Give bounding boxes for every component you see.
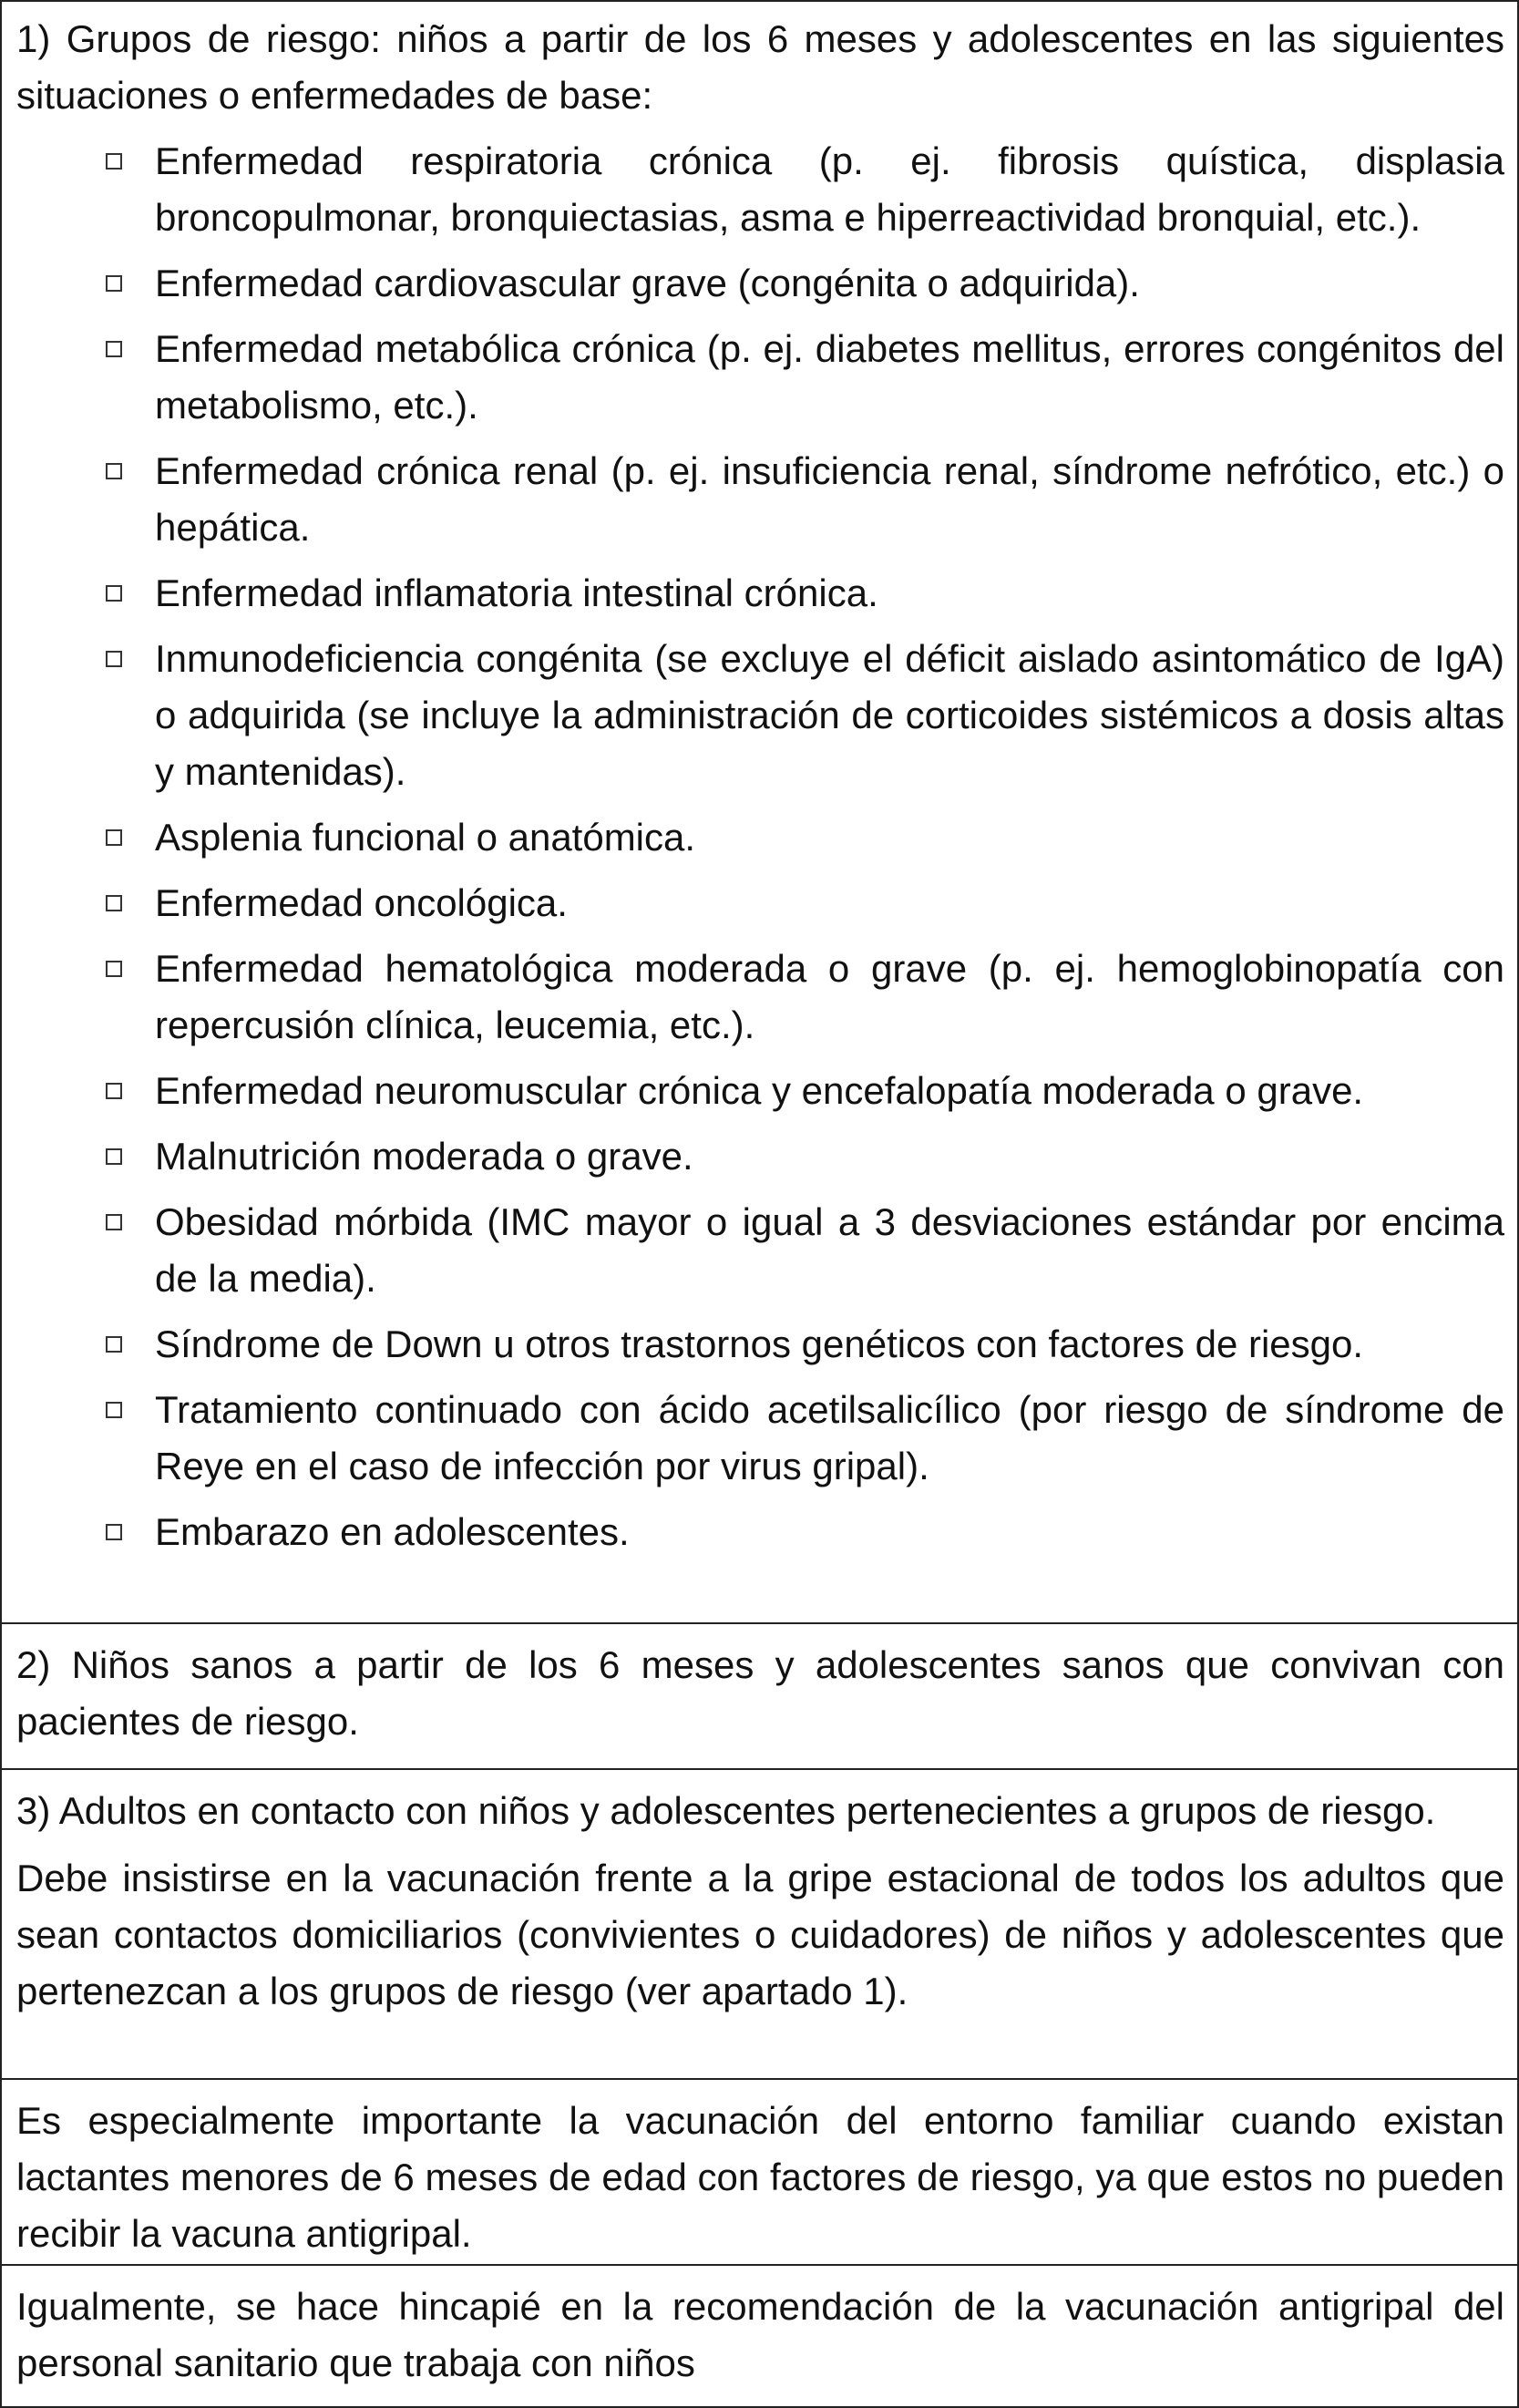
adult-contacts-title: 3) Adultos en contacto con niños y adolescentes pertenecientes a grupos de riesgo.	[16, 1789, 1436, 1832]
list-item	[16, 809, 1504, 866]
list-item	[16, 443, 1504, 556]
checkbox-icon	[106, 1402, 122, 1418]
checkbox-icon	[106, 1214, 122, 1230]
list-item	[16, 321, 1504, 434]
list-item-text: Enfermedad inflamatoria intestinal crónica.	[155, 571, 878, 614]
list-item-text: Enfermedad crónica renal (p. ej. insuficiencia renal, síndrome nefrótico, etc.) o hepática.	[155, 449, 1504, 549]
risk-groups-cell	[2, 2, 1517, 1624]
list-item-text: Embarazo en adolescentes.	[155, 1510, 630, 1553]
checkbox-icon	[106, 895, 122, 911]
checkbox-icon	[106, 341, 122, 357]
list-item	[16, 255, 1504, 312]
list-item-text: Síndrome de Down u otros trastornos genéticos con factores de riesgo.	[155, 1322, 1364, 1365]
list-item	[16, 1504, 1504, 1560]
family-environment-text: Es especialmente importante la vacunación del entorno familiar cuando existan lactantes menores de 6 meses de edad con factores de riesgo, ya que estos no pueden recibir la vacuna antigripal.	[16, 2099, 1504, 2255]
list-item-text: Enfermedad oncológica.	[155, 881, 568, 924]
risk-groups-intro: 1) Grupos de riesgo: niños a partir de los 6 meses y adolescentes en las siguientes situaciones o enfermedades de base:	[16, 17, 1504, 117]
list-item-text: Enfermedad hematológica moderada o grave (p. ej. hemoglobinopatía con repercusión clínica, leucemia, etc.).	[155, 947, 1504, 1046]
risk-conditions-list	[16, 133, 1504, 1560]
checkbox-icon	[106, 1083, 122, 1099]
adult-contacts-cell	[2, 1770, 1517, 2080]
list-item-text: Enfermedad cardiovascular grave (congénita o adquirida).	[155, 262, 1140, 304]
list-item	[16, 631, 1504, 800]
healthcare-staff-text: Igualmente, se hace hincapié en la recomendación de la vacunación antigripal del personal sanitario que trabaja con niños	[16, 2285, 1504, 2384]
family-environment-cell	[2, 2080, 1517, 2266]
list-item	[16, 1194, 1504, 1307]
list-item-text: Obesidad mórbida (IMC mayor o igual a 3 desviaciones estándar por encima de la media).	[155, 1200, 1504, 1300]
healthy-children-text: 2) Niños sanos a partir de los 6 meses y adolescentes sanos que convivan con pacientes de riesgo.	[16, 1643, 1504, 1743]
checkbox-icon	[106, 829, 122, 846]
list-item	[16, 1316, 1504, 1373]
list-item	[16, 1128, 1504, 1185]
checkbox-icon	[106, 153, 122, 170]
checkbox-icon	[106, 1148, 122, 1165]
list-item-text: Enfermedad respiratoria crónica (p. ej. fibrosis quística, displasia broncopulmonar, bronquiectasias, asma e hiperreactividad bronquial, etc.).	[155, 139, 1504, 239]
healthcare-staff-cell	[2, 2266, 1517, 2406]
list-item	[16, 1382, 1504, 1495]
list-item-text: Malnutrición moderada o grave.	[155, 1135, 693, 1178]
checkbox-icon	[106, 1524, 122, 1540]
healthy-children-cell	[2, 1624, 1517, 1770]
list-item	[16, 941, 1504, 1054]
checkbox-icon	[106, 1336, 122, 1353]
checkbox-icon	[106, 651, 122, 667]
list-item	[16, 1063, 1504, 1119]
list-item-text: Asplenia funcional o anatómica.	[155, 816, 696, 859]
list-item-text: Enfermedad neuromuscular crónica y encefalopatía moderada o grave.	[155, 1069, 1364, 1112]
checkbox-icon	[106, 585, 122, 602]
list-item-text: Tratamiento continuado con ácido acetilsalicílico (por riesgo de síndrome de Reye en el caso de infección por virus gripal).	[155, 1388, 1504, 1487]
list-item-text: Inmunodeficiencia congénita (se excluye el déficit aislado asintomático de IgA) o adquirida (se incluye la administración de corticoides sistémicos a dosis altas y mantenidas).	[155, 637, 1504, 793]
checkbox-icon	[106, 463, 122, 479]
checkbox-icon	[106, 275, 122, 292]
checkbox-icon	[106, 961, 122, 977]
list-item	[16, 565, 1504, 622]
adult-contacts-body: Debe insistirse en la vacunación frente a la gripe estacional de todos los adultos que sean contactos domiciliarios (convivientes o cuidadores) de niños y adolescentes que pertenezcan a los grupos de riesgo (ver apartado 1).	[16, 1857, 1504, 2012]
list-item	[16, 875, 1504, 931]
list-item	[16, 133, 1504, 246]
list-item-text: Enfermedad metabólica crónica (p. ej. diabetes mellitus, errores congénitos del metabolismo, etc.).	[155, 327, 1504, 427]
